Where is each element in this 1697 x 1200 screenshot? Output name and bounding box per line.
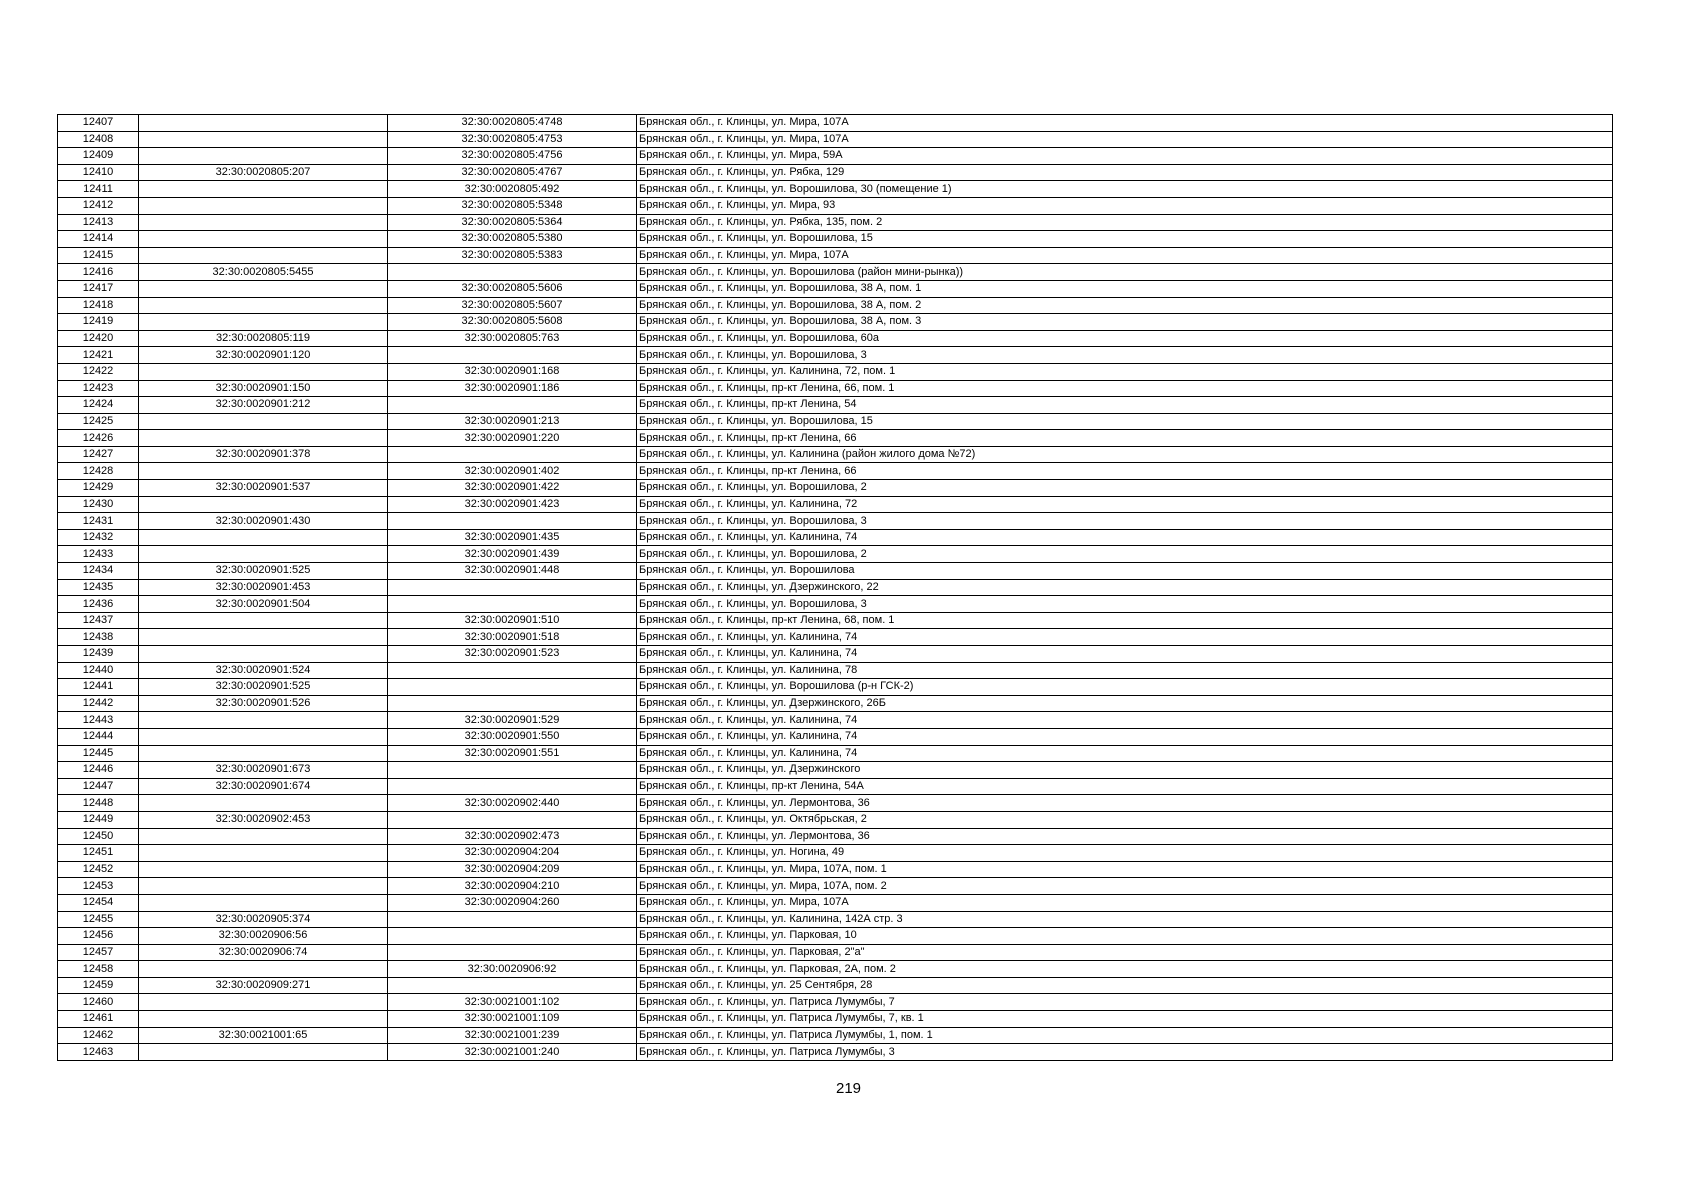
table-row (58, 231, 1613, 248)
address-cell: Брянская обл., г. Клинцы, ул. Ворошилова (район мини-рынка)) (637, 264, 1613, 281)
building-cadastral-number-cell: 32:30:0020904:260 (388, 894, 637, 911)
table-row (58, 463, 1613, 480)
table-row (58, 197, 1613, 214)
table-row (58, 778, 1613, 795)
table-row (58, 148, 1613, 165)
table-row (58, 546, 1613, 563)
table-row (58, 961, 1613, 978)
row-number-cell: 12438 (58, 629, 139, 646)
row-number-cell: 12410 (58, 164, 139, 181)
land-cadastral-number-cell (139, 214, 388, 231)
table-row (58, 994, 1613, 1011)
table-row (58, 297, 1613, 314)
table-row (58, 612, 1613, 629)
land-cadastral-number-cell: 32:30:0020901:524 (139, 662, 388, 679)
building-cadastral-number-cell (388, 944, 637, 961)
land-cadastral-number-cell (139, 861, 388, 878)
land-cadastral-number-cell (139, 961, 388, 978)
table-row (58, 712, 1613, 729)
building-cadastral-number-cell: 32:30:0020901:448 (388, 563, 637, 580)
page-number: 219 (835, 1080, 862, 1097)
building-cadastral-number-cell: 32:30:0020901:186 (388, 380, 637, 397)
address-cell: Брянская обл., г. Клинцы, ул. Ворошилова, 30 (помещение 1) (637, 181, 1613, 198)
building-cadastral-number-cell: 32:30:0020805:4753 (388, 131, 637, 148)
table-row (58, 563, 1613, 580)
land-cadastral-number-cell (139, 712, 388, 729)
land-cadastral-number-cell: 32:30:0020901:525 (139, 563, 388, 580)
row-number-cell: 12422 (58, 363, 139, 380)
building-cadastral-number-cell: 32:30:0021001:102 (388, 994, 637, 1011)
building-cadastral-number-cell: 32:30:0020901:435 (388, 529, 637, 546)
table-row (58, 264, 1613, 281)
land-cadastral-number-cell (139, 247, 388, 264)
building-cadastral-number-cell: 32:30:0020805:5383 (388, 247, 637, 264)
row-number-cell: 12458 (58, 961, 139, 978)
row-number-cell: 12425 (58, 413, 139, 430)
building-cadastral-number-cell: 32:30:0020805:5380 (388, 231, 637, 248)
row-number-cell: 12451 (58, 845, 139, 862)
address-cell: Брянская обл., г. Клинцы, ул. Калинина, 74 (637, 728, 1613, 745)
building-cadastral-number-cell: 32:30:0020901:529 (388, 712, 637, 729)
row-number-cell: 12453 (58, 878, 139, 895)
table-row (58, 314, 1613, 331)
land-cadastral-number-cell: 32:30:0020901:378 (139, 446, 388, 463)
row-number-cell: 12434 (58, 563, 139, 580)
land-cadastral-number-cell (139, 728, 388, 745)
address-cell: Брянская обл., г. Клинцы, ул. Ворошилова, 3 (637, 347, 1613, 364)
row-number-cell: 12427 (58, 446, 139, 463)
building-cadastral-number-cell: 32:30:0020901:213 (388, 413, 637, 430)
row-number-cell: 12415 (58, 247, 139, 264)
building-cadastral-number-cell: 32:30:0020805:492 (388, 181, 637, 198)
land-cadastral-number-cell (139, 131, 388, 148)
building-cadastral-number-cell: 32:30:0020901:422 (388, 480, 637, 497)
row-number-cell: 12446 (58, 762, 139, 779)
table-row (58, 413, 1613, 430)
land-cadastral-number-cell (139, 148, 388, 165)
land-cadastral-number-cell: 32:30:0021001:65 (139, 1027, 388, 1044)
table-row (58, 596, 1613, 613)
row-number-cell: 12436 (58, 596, 139, 613)
land-cadastral-number-cell (139, 430, 388, 447)
address-cell: Брянская обл., г. Клинцы, пр-кт Ленина, 66, пом. 1 (637, 380, 1613, 397)
table-row (58, 911, 1613, 928)
table-row (58, 646, 1613, 663)
table-row (58, 347, 1613, 364)
address-cell: Брянская обл., г. Клинцы, ул. Парковая, 2"а" (637, 944, 1613, 961)
row-number-cell: 12459 (58, 977, 139, 994)
building-cadastral-number-cell: 32:30:0020904:209 (388, 861, 637, 878)
land-cadastral-number-cell: 32:30:0020901:504 (139, 596, 388, 613)
building-cadastral-number-cell: 32:30:0021001:240 (388, 1044, 637, 1061)
table-row (58, 1044, 1613, 1061)
address-cell: Брянская обл., г. Клинцы, ул. Калинина, 74 (637, 745, 1613, 762)
land-cadastral-number-cell (139, 280, 388, 297)
row-number-cell: 12461 (58, 1011, 139, 1028)
address-cell: Брянская обл., г. Клинцы, ул. 25 Сентября, 28 (637, 977, 1613, 994)
table-row (58, 480, 1613, 497)
table-row (58, 446, 1613, 463)
land-cadastral-number-cell (139, 629, 388, 646)
table-row (58, 745, 1613, 762)
land-cadastral-number-cell: 32:30:0020909:271 (139, 977, 388, 994)
building-cadastral-number-cell: 32:30:0020901:168 (388, 363, 637, 380)
building-cadastral-number-cell (388, 264, 637, 281)
row-number-cell: 12418 (58, 297, 139, 314)
building-cadastral-number-cell: 32:30:0020805:5348 (388, 197, 637, 214)
building-cadastral-number-cell (388, 695, 637, 712)
address-cell: Брянская обл., г. Клинцы, ул. Ворошилова (637, 563, 1613, 580)
address-cell: Брянская обл., г. Клинцы, ул. Калинина, 74 (637, 629, 1613, 646)
row-number-cell: 12420 (58, 330, 139, 347)
land-cadastral-number-cell (139, 546, 388, 563)
land-cadastral-number-cell (139, 363, 388, 380)
address-cell: Брянская обл., г. Клинцы, ул. Ворошилова, 15 (637, 413, 1613, 430)
table-row (58, 1011, 1613, 1028)
registry-table-body (58, 115, 1613, 1061)
row-number-cell: 12435 (58, 579, 139, 596)
building-cadastral-number-cell (388, 928, 637, 945)
table-row (58, 1027, 1613, 1044)
row-number-cell: 12414 (58, 231, 139, 248)
building-cadastral-number-cell: 32:30:0021001:109 (388, 1011, 637, 1028)
address-cell: Брянская обл., г. Клинцы, пр-кт Ленина, 68, пом. 1 (637, 612, 1613, 629)
address-cell: Брянская обл., г. Клинцы, ул. Ворошилова, 2 (637, 480, 1613, 497)
address-cell: Брянская обл., г. Клинцы, ул. Ворошилова, 3 (637, 513, 1613, 530)
building-cadastral-number-cell: 32:30:0020901:423 (388, 496, 637, 513)
building-cadastral-number-cell: 32:30:0020901:220 (388, 430, 637, 447)
row-number-cell: 12412 (58, 197, 139, 214)
building-cadastral-number-cell: 32:30:0021001:239 (388, 1027, 637, 1044)
row-number-cell: 12424 (58, 397, 139, 414)
row-number-cell: 12408 (58, 131, 139, 148)
row-number-cell: 12423 (58, 380, 139, 397)
building-cadastral-number-cell: 32:30:0020805:5608 (388, 314, 637, 331)
building-cadastral-number-cell: 32:30:0020901:550 (388, 728, 637, 745)
row-number-cell: 12428 (58, 463, 139, 480)
row-number-cell: 12421 (58, 347, 139, 364)
land-cadastral-number-cell (139, 115, 388, 132)
row-number-cell: 12457 (58, 944, 139, 961)
land-cadastral-number-cell: 32:30:0020901:120 (139, 347, 388, 364)
registry-table (57, 114, 1613, 1061)
land-cadastral-number-cell (139, 646, 388, 663)
row-number-cell: 12419 (58, 314, 139, 331)
address-cell: Брянская обл., г. Клинцы, ул. Патриса Лумумбы, 1, пом. 1 (637, 1027, 1613, 1044)
table-row (58, 828, 1613, 845)
building-cadastral-number-cell: 32:30:0020901:510 (388, 612, 637, 629)
building-cadastral-number-cell: 32:30:0020805:4756 (388, 148, 637, 165)
land-cadastral-number-cell: 32:30:0020902:453 (139, 811, 388, 828)
address-cell: Брянская обл., г. Клинцы, ул. Калинина, 72, пом. 1 (637, 363, 1613, 380)
row-number-cell: 12445 (58, 745, 139, 762)
address-cell: Брянская обл., г. Клинцы, пр-кт Ленина, 66 (637, 463, 1613, 480)
building-cadastral-number-cell (388, 513, 637, 530)
land-cadastral-number-cell: 32:30:0020805:119 (139, 330, 388, 347)
table-row (58, 363, 1613, 380)
address-cell: Брянская обл., г. Клинцы, ул. Дзержинского (637, 762, 1613, 779)
table-row (58, 115, 1613, 132)
building-cadastral-number-cell (388, 347, 637, 364)
land-cadastral-number-cell: 32:30:0020901:150 (139, 380, 388, 397)
row-number-cell: 12455 (58, 911, 139, 928)
building-cadastral-number-cell (388, 811, 637, 828)
building-cadastral-number-cell: 32:30:0020901:551 (388, 745, 637, 762)
building-cadastral-number-cell: 32:30:0020902:473 (388, 828, 637, 845)
address-cell: Брянская обл., г. Клинцы, ул. Дзержинского, 22 (637, 579, 1613, 596)
address-cell: Брянская обл., г. Клинцы, ул. Мира, 107А (637, 894, 1613, 911)
row-number-cell: 12449 (58, 811, 139, 828)
land-cadastral-number-cell (139, 745, 388, 762)
address-cell: Брянская обл., г. Клинцы, ул. Калинина (район жилого дома №72) (637, 446, 1613, 463)
table-row (58, 247, 1613, 264)
building-cadastral-number-cell (388, 977, 637, 994)
address-cell: Брянская обл., г. Клинцы, ул. Калинина, 78 (637, 662, 1613, 679)
row-number-cell: 12460 (58, 994, 139, 1011)
land-cadastral-number-cell: 32:30:0020805:207 (139, 164, 388, 181)
table-row (58, 629, 1613, 646)
land-cadastral-number-cell (139, 197, 388, 214)
row-number-cell: 12409 (58, 148, 139, 165)
table-row (58, 513, 1613, 530)
building-cadastral-number-cell (388, 679, 637, 696)
table-row (58, 164, 1613, 181)
table-row (58, 928, 1613, 945)
land-cadastral-number-cell (139, 795, 388, 812)
land-cadastral-number-cell (139, 463, 388, 480)
table-row (58, 496, 1613, 513)
address-cell: Брянская обл., г. Клинцы, ул. Мира, 107А, пом. 1 (637, 861, 1613, 878)
address-cell: Брянская обл., г. Клинцы, ул. Ворошилова, 3 (637, 596, 1613, 613)
land-cadastral-number-cell: 32:30:0020906:74 (139, 944, 388, 961)
address-cell: Брянская обл., г. Клинцы, ул. Патриса Лумумбы, 3 (637, 1044, 1613, 1061)
land-cadastral-number-cell: 32:30:0020901:526 (139, 695, 388, 712)
table-row (58, 679, 1613, 696)
land-cadastral-number-cell (139, 413, 388, 430)
table-row (58, 529, 1613, 546)
table-row (58, 977, 1613, 994)
address-cell: Брянская обл., г. Клинцы, ул. Ворошилова, 60а (637, 330, 1613, 347)
address-cell: Брянская обл., г. Клинцы, ул. Ворошилова, 15 (637, 231, 1613, 248)
building-cadastral-number-cell (388, 662, 637, 679)
row-number-cell: 12450 (58, 828, 139, 845)
address-cell: Брянская обл., г. Клинцы, ул. Калинина, 74 (637, 529, 1613, 546)
row-number-cell: 12437 (58, 612, 139, 629)
table-row (58, 795, 1613, 812)
row-number-cell: 12439 (58, 646, 139, 663)
land-cadastral-number-cell (139, 231, 388, 248)
address-cell: Брянская обл., г. Клинцы, ул. Мира, 107А, пом. 2 (637, 878, 1613, 895)
building-cadastral-number-cell: 32:30:0020901:439 (388, 546, 637, 563)
land-cadastral-number-cell: 32:30:0020901:430 (139, 513, 388, 530)
building-cadastral-number-cell (388, 762, 637, 779)
row-number-cell: 12426 (58, 430, 139, 447)
address-cell: Брянская обл., г. Клинцы, ул. Лермонтова, 36 (637, 795, 1613, 812)
table-row (58, 397, 1613, 414)
land-cadastral-number-cell: 32:30:0020901:525 (139, 679, 388, 696)
row-number-cell: 12447 (58, 778, 139, 795)
row-number-cell: 12443 (58, 712, 139, 729)
land-cadastral-number-cell (139, 297, 388, 314)
land-cadastral-number-cell: 32:30:0020901:212 (139, 397, 388, 414)
building-cadastral-number-cell: 32:30:0020901:518 (388, 629, 637, 646)
table-row (58, 662, 1613, 679)
address-cell: Брянская обл., г. Клинцы, ул. Ворошилова (р-н ГСК-2) (637, 679, 1613, 696)
address-cell: Брянская обл., г. Клинцы, ул. Мира, 59А (637, 148, 1613, 165)
land-cadastral-number-cell (139, 496, 388, 513)
address-cell: Брянская обл., г. Клинцы, ул. Мира, 93 (637, 197, 1613, 214)
row-number-cell: 12429 (58, 480, 139, 497)
land-cadastral-number-cell: 32:30:0020805:5455 (139, 264, 388, 281)
row-number-cell: 12452 (58, 861, 139, 878)
address-cell: Брянская обл., г. Клинцы, ул. Парковая, 2А, пом. 2 (637, 961, 1613, 978)
row-number-cell: 12442 (58, 695, 139, 712)
address-cell: Брянская обл., г. Клинцы, ул. Калинина, 74 (637, 712, 1613, 729)
address-cell: Брянская обл., г. Клинцы, ул. Ногина, 49 (637, 845, 1613, 862)
land-cadastral-number-cell (139, 994, 388, 1011)
table-row (58, 894, 1613, 911)
row-number-cell: 12417 (58, 280, 139, 297)
building-cadastral-number-cell: 32:30:0020901:402 (388, 463, 637, 480)
building-cadastral-number-cell (388, 596, 637, 613)
row-number-cell: 12433 (58, 546, 139, 563)
building-cadastral-number-cell: 32:30:0020906:92 (388, 961, 637, 978)
table-row (58, 845, 1613, 862)
table-row (58, 131, 1613, 148)
address-cell: Брянская обл., г. Клинцы, пр-кт Ленина, 54 (637, 397, 1613, 414)
address-cell: Брянская обл., г. Клинцы, ул. Ворошилова, 38 А, пом. 1 (637, 280, 1613, 297)
address-cell: Брянская обл., г. Клинцы, ул. Калинина, 142А стр. 3 (637, 911, 1613, 928)
land-cadastral-number-cell (139, 845, 388, 862)
building-cadastral-number-cell: 32:30:0020901:523 (388, 646, 637, 663)
row-number-cell: 12456 (58, 928, 139, 945)
land-cadastral-number-cell: 32:30:0020906:56 (139, 928, 388, 945)
table-row (58, 861, 1613, 878)
row-number-cell: 12454 (58, 894, 139, 911)
table-row (58, 728, 1613, 745)
table-row (58, 944, 1613, 961)
table-row (58, 280, 1613, 297)
address-cell: Брянская обл., г. Клинцы, ул. Мира, 107А (637, 131, 1613, 148)
land-cadastral-number-cell: 32:30:0020901:673 (139, 762, 388, 779)
table-row (58, 695, 1613, 712)
building-cadastral-number-cell: 32:30:0020902:440 (388, 795, 637, 812)
address-cell: Брянская обл., г. Клинцы, ул. Дзержинского, 26Б (637, 695, 1613, 712)
table-row (58, 214, 1613, 231)
row-number-cell: 12441 (58, 679, 139, 696)
building-cadastral-number-cell: 32:30:0020805:763 (388, 330, 637, 347)
building-cadastral-number-cell (388, 446, 637, 463)
table-row (58, 181, 1613, 198)
row-number-cell: 12413 (58, 214, 139, 231)
address-cell: Брянская обл., г. Клинцы, ул. Октябрьская, 2 (637, 811, 1613, 828)
land-cadastral-number-cell (139, 894, 388, 911)
table-row (58, 762, 1613, 779)
land-cadastral-number-cell (139, 1011, 388, 1028)
table-row (58, 380, 1613, 397)
address-cell: Брянская обл., г. Клинцы, ул. Ворошилова, 38 А, пом. 2 (637, 297, 1613, 314)
land-cadastral-number-cell: 32:30:0020901:674 (139, 778, 388, 795)
land-cadastral-number-cell (139, 878, 388, 895)
building-cadastral-number-cell: 32:30:0020805:5364 (388, 214, 637, 231)
address-cell: Брянская обл., г. Клинцы, ул. Ворошилова, 38 А, пом. 3 (637, 314, 1613, 331)
address-cell: Брянская обл., г. Клинцы, ул. Лермонтова, 36 (637, 828, 1613, 845)
row-number-cell: 12431 (58, 513, 139, 530)
building-cadastral-number-cell (388, 911, 637, 928)
address-cell: Брянская обл., г. Клинцы, ул. Калинина, 72 (637, 496, 1613, 513)
building-cadastral-number-cell: 32:30:0020904:204 (388, 845, 637, 862)
address-cell: Брянская обл., г. Клинцы, ул. Парковая, 10 (637, 928, 1613, 945)
address-cell: Брянская обл., г. Клинцы, ул. Патриса Лумумбы, 7 (637, 994, 1613, 1011)
land-cadastral-number-cell (139, 529, 388, 546)
land-cadastral-number-cell: 32:30:0020901:537 (139, 480, 388, 497)
building-cadastral-number-cell: 32:30:0020805:5607 (388, 297, 637, 314)
address-cell: Брянская обл., г. Клинцы, ул. Калинина, 74 (637, 646, 1613, 663)
row-number-cell: 12430 (58, 496, 139, 513)
address-cell: Брянская обл., г. Клинцы, пр-кт Ленина, 66 (637, 430, 1613, 447)
land-cadastral-number-cell: 32:30:0020905:374 (139, 911, 388, 928)
building-cadastral-number-cell: 32:30:0020805:4748 (388, 115, 637, 132)
land-cadastral-number-cell: 32:30:0020901:453 (139, 579, 388, 596)
table-row (58, 811, 1613, 828)
land-cadastral-number-cell (139, 828, 388, 845)
land-cadastral-number-cell (139, 612, 388, 629)
address-cell: Брянская обл., г. Клинцы, пр-кт Ленина, 54А (637, 778, 1613, 795)
land-cadastral-number-cell (139, 314, 388, 331)
building-cadastral-number-cell (388, 579, 637, 596)
row-number-cell: 12411 (58, 181, 139, 198)
row-number-cell: 12440 (58, 662, 139, 679)
table-row (58, 579, 1613, 596)
row-number-cell: 12416 (58, 264, 139, 281)
address-cell: Брянская обл., г. Клинцы, ул. Рябка, 135, пом. 2 (637, 214, 1613, 231)
building-cadastral-number-cell: 32:30:0020805:5606 (388, 280, 637, 297)
row-number-cell: 12407 (58, 115, 139, 132)
row-number-cell: 12432 (58, 529, 139, 546)
building-cadastral-number-cell (388, 397, 637, 414)
row-number-cell: 12462 (58, 1027, 139, 1044)
address-cell: Брянская обл., г. Клинцы, ул. Мира, 107А (637, 115, 1613, 132)
row-number-cell: 12448 (58, 795, 139, 812)
land-cadastral-number-cell (139, 181, 388, 198)
building-cadastral-number-cell (388, 778, 637, 795)
address-cell: Брянская обл., г. Клинцы, ул. Ворошилова, 2 (637, 546, 1613, 563)
row-number-cell: 12444 (58, 728, 139, 745)
table-row (58, 878, 1613, 895)
table-row (58, 330, 1613, 347)
land-cadastral-number-cell (139, 1044, 388, 1061)
building-cadastral-number-cell: 32:30:0020805:4767 (388, 164, 637, 181)
address-cell: Брянская обл., г. Клинцы, ул. Патриса Лумумбы, 7, кв. 1 (637, 1011, 1613, 1028)
address-cell: Брянская обл., г. Клинцы, ул. Мира, 107А (637, 247, 1613, 264)
row-number-cell: 12463 (58, 1044, 139, 1061)
table-row (58, 430, 1613, 447)
address-cell: Брянская обл., г. Клинцы, ул. Рябка, 129 (637, 164, 1613, 181)
building-cadastral-number-cell: 32:30:0020904:210 (388, 878, 637, 895)
